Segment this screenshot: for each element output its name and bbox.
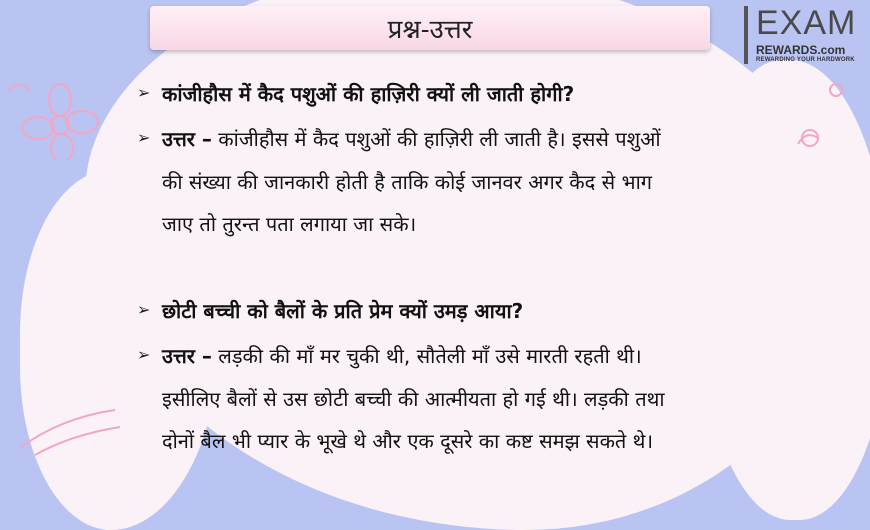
answer-text: कांजीहौस में कैद पशुओं की हाज़िरी ली जाती है। इससे पशुओं (218, 127, 661, 151)
arrow-bullet-icon: ➢ (137, 345, 151, 364)
answer-label: उत्तर – (162, 127, 212, 151)
answer-1-line-1 (162, 125, 661, 152)
question-2: छोटी बच्ची को बैलों के प्रति प्रेम क्यों उमड़ आया? (162, 299, 524, 323)
arrow-bullet-icon: ➢ (137, 83, 151, 102)
answer-text: लड़की की माँ मर चुकी थी, सौतेली माँ उसे मारती रहती थी। (218, 344, 642, 368)
arrow-bullet-icon: ➢ (137, 128, 151, 147)
logo-rewards-text: REWARDS.com (756, 43, 846, 57)
question-1: कांजीहौस में कैद पशुओं की हाज़िरी क्यों ली जाती होगी? (162, 82, 575, 106)
answer-2-line-2: इसीलिए बैलों से उस छोटी बच्ची की आत्मीयता हो गई थी। लड़की तथा (162, 387, 665, 411)
answer-label: उत्तर – (162, 344, 212, 368)
page-title: प्रश्न-उत्तर (387, 15, 473, 45)
arrow-bullet-icon: ➢ (137, 300, 151, 319)
answer-1-line-2: की संख्या की जानकारी होती है ताकि कोई जानवर अगर कैद से भाग (162, 170, 653, 194)
logo-exam-text: EXAM (756, 4, 857, 42)
answer-2-line-3: दोनों बैल भी प्यार के भूखे थे और एक दूसरे का कष्ट समझ सकते थे। (162, 429, 654, 453)
logo-tagline: REWARDING YOUR HARDWORK (756, 57, 855, 63)
answer-2-line-1 (162, 342, 642, 369)
answer-1-line-3: जाए तो तुरन्त पता लगाया जा सके। (162, 212, 417, 236)
